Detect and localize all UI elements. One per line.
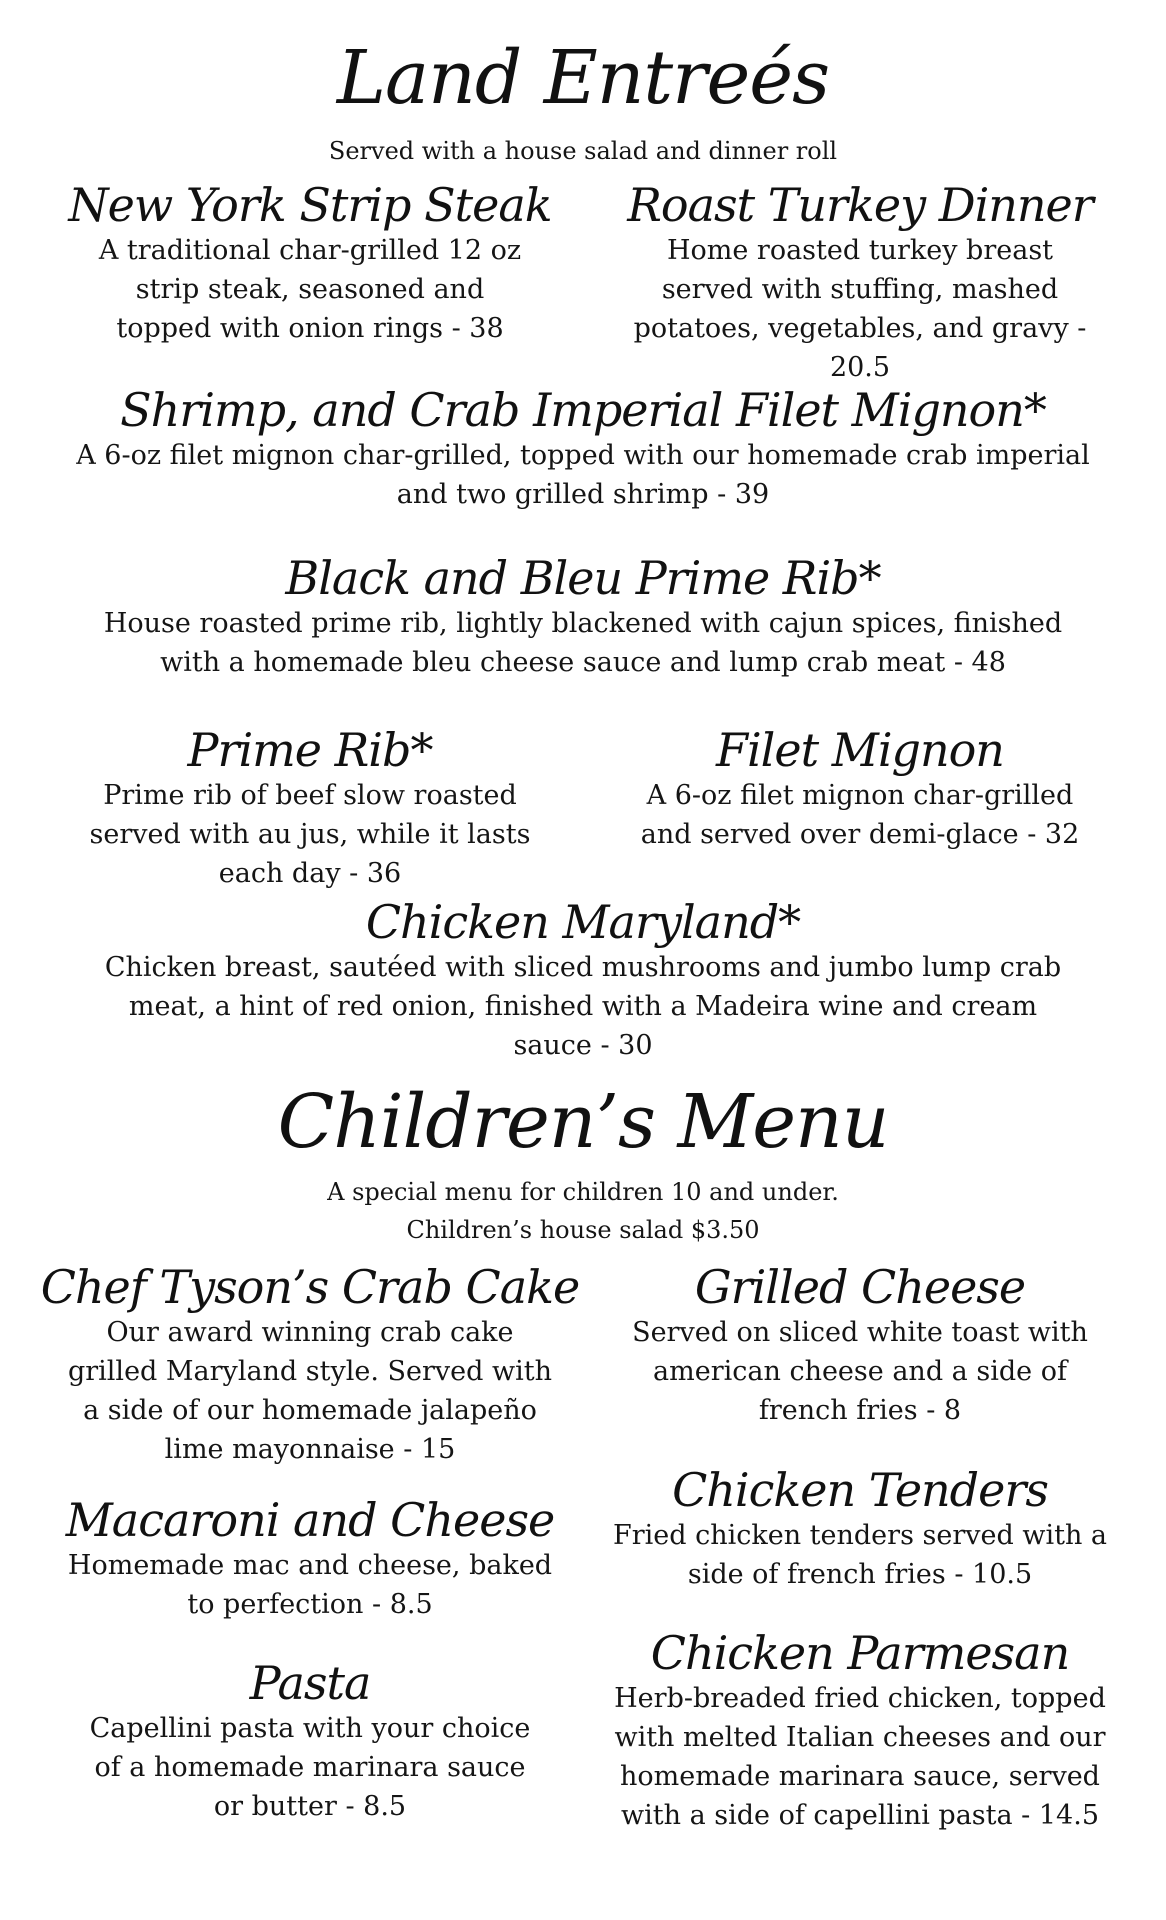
menu-item-prime-rib [40, 725, 580, 893]
item-name: Black and Bleu Prime Rib* [285, 551, 881, 605]
item-description: Home roasted turkey breast served with stuffing, mashed potatoes, vegetables, and gravy - 20.5 [633, 234, 1087, 383]
menu-item-black-bleu-prime-rib [90, 553, 1076, 682]
item-name: Macaroni and Cheese [65, 1493, 555, 1547]
childrens-menu-subtitle: A special menu for children 10 and under. [327, 1178, 839, 1206]
item-description: Homemade mac and cheese, baked to perfection - 8.5 [67, 1549, 553, 1620]
item-description: A 6-oz filet mignon char-grilled and served over demi-glace - 32 [640, 779, 1080, 850]
item-description: Chicken breast, sautéed with sliced mushrooms and jumbo lump crab meat, a hint of red onion, finished with a Madeira wine and cream sauce - 30 [104, 951, 1062, 1061]
childrens-house-salad-note: Children’s house salad $3.50 [406, 1216, 760, 1244]
menu-item-grilled-cheese [590, 1262, 1130, 1430]
menu-item-shrimp-crab-filet [70, 385, 1096, 514]
item-name: New York Strip Steak [68, 178, 552, 232]
menu-item-new-york-strip [40, 180, 580, 348]
menu-item-macaroni-cheese [40, 1495, 580, 1624]
item-description: Our award winning crab cake grilled Maryland style. Served with a side of our homemade jalapeño lime mayonnaise - 15 [67, 1316, 553, 1465]
item-description: Herb-breaded fried chicken, topped with melted Italian cheeses and our homemade marinara sauce, served with a side of capellini pasta - 14.5 [614, 1682, 1106, 1831]
land-entrees-subtitle: Served with a house salad and dinner roll [328, 137, 838, 165]
item-name: Filet Mignon [716, 723, 1004, 777]
item-description: A 6-oz filet mignon char-grilled, topped with our homemade crab imperial and two grilled shrimp - 39 [76, 439, 1090, 510]
menu-item-crab-cake [40, 1262, 580, 1469]
item-description: Prime rib of beef slow roasted served with au jus, while it lasts each day - 36 [89, 779, 531, 889]
item-description: Capellini pasta with your choice of a homemade marinara sauce or butter - 8.5 [89, 1712, 531, 1822]
menu-item-chicken-tenders [590, 1465, 1130, 1594]
menu-item-chicken-parmesan [590, 1628, 1130, 1835]
item-name: Chicken Parmesan [650, 1626, 1070, 1680]
item-description: Served on sliced white toast with american cheese and a side of french fries - 8 [632, 1316, 1088, 1426]
item-description: A traditional char-grilled 12 oz strip steak, seasoned and topped with onion rings - 38 [98, 234, 522, 344]
item-name: Shrimp, and Crab Imperial Filet Mignon* [120, 383, 1046, 437]
item-description: Fried chicken tenders served with a side of french fries - 10.5 [612, 1519, 1108, 1590]
item-name: Chef Tyson’s Crab Cake [40, 1260, 580, 1314]
childrens-menu-title: Children’s Menu [277, 1079, 889, 1165]
item-name: Prime Rib* [187, 723, 433, 777]
item-name: Pasta [249, 1656, 371, 1710]
item-name: Grilled Cheese [694, 1260, 1026, 1314]
menu-item-pasta [40, 1658, 580, 1826]
item-description: House roasted prime rib, lightly blackened with cajun spices, finished with a homemade bleu cheese sauce and lump crab meat - 48 [103, 607, 1063, 678]
land-entrees-title: Land Entreés [336, 35, 830, 121]
menu-item-roast-turkey [590, 180, 1130, 387]
item-name: Roast Turkey Dinner [627, 178, 1093, 232]
menu-item-chicken-maryland [90, 897, 1076, 1065]
menu-item-filet-mignon [590, 725, 1130, 854]
item-name: Chicken Tenders [672, 1463, 1048, 1517]
item-name: Chicken Maryland* [365, 895, 801, 949]
